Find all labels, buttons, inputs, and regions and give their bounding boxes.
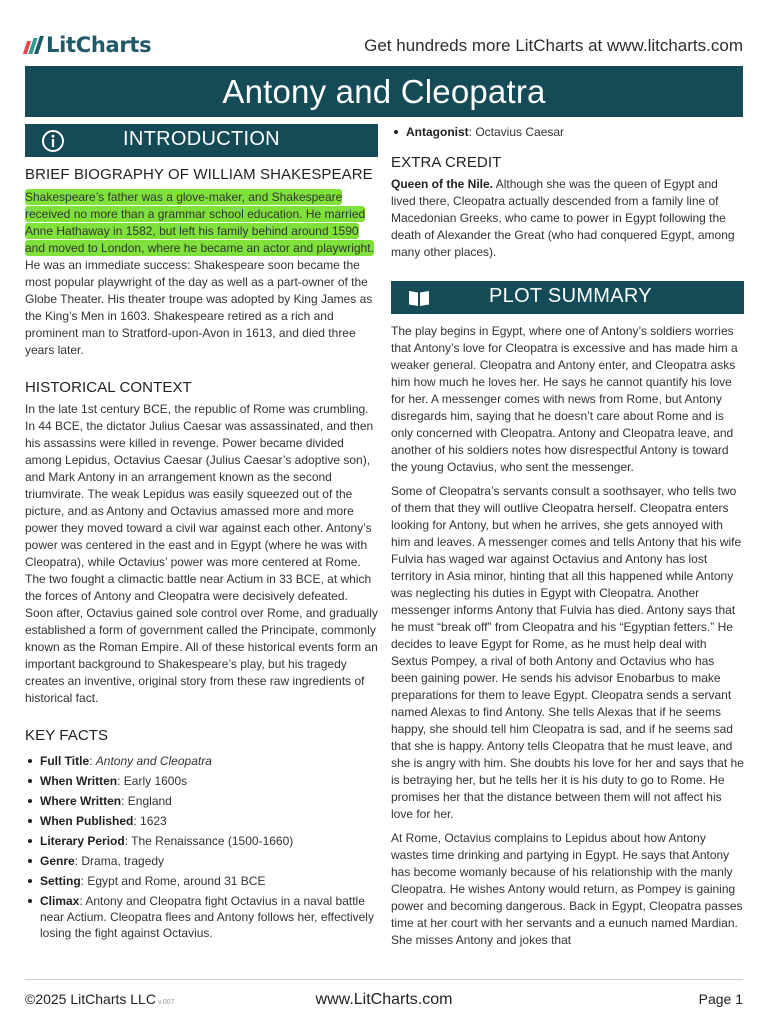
open-book-icon xyxy=(407,286,431,310)
key-fact-item: Setting: Egypt and Rome, around 31 BCE xyxy=(25,873,378,889)
version-label: v.007 xyxy=(157,999,175,1006)
logo-bars-icon xyxy=(25,36,41,54)
key-fact-item: Full Title: Antony and Cleopatra xyxy=(25,753,378,769)
info-circle-icon xyxy=(41,129,65,153)
key-fact-item: Genre: Drama, tragedy xyxy=(25,853,378,869)
litcharts-logo[interactable] xyxy=(25,33,151,57)
key-facts-heading: KEY FACTS xyxy=(25,727,109,744)
plot-summary-section-header xyxy=(391,281,744,314)
plot-paragraph: Some of Cleopatra’s servants consult a soothsayer, who tells two of them that they will outlive Cleopatra herself. Cleopatra enters looking for Antony, but when he arrives, she gets annoyed with him and leaves. A messenger comes and tells Antony that his wife Fulvia has waged war against Octavius and Antony has lost territory in Asia minor, hinting that all this happened while Antony was neglecting his duties in Egypt with Cleopatra. Another messenger informs Antony that Fulvia has died. Antony says that he must “break off” from Cleopatra and his “Egyptian fetters.” He decides to leave Egypt for Rome, as he must help deal with Sextus Pompey, a rival of both Antony and Octavius who has been gaining power. He sends his advisor Enobarbus to make preparations for them to leave Egypt. Cleopatra sends a servant named Alexas to find Antony. She tells Alexas that if he seems happy, she should tell him Cleopatra is sad, and if he seems sad that she is happy. Antony tells Cleopatra that he must leave, and she is angry with him. She doubts his love for her and says that he is betraying her, but he tells her it is his duty to go to Rome. He promises her that the distance between them will not affect his love for her. xyxy=(391,484,744,821)
page-title: Antony and Cleopatra xyxy=(222,72,546,110)
page-footer xyxy=(25,991,743,1013)
bio-text: He was an immediate success: Shakespeare soon became the most popular playwright of the day as well as a part-owner of the Globe Theater. His theater troupe was adopted by King James as the King’s Men in 1603. Shakespeare retired as a rich and prominent man to Stratford-upon-Avon in 1613, and died three years later. xyxy=(25,258,373,357)
page-number: Page 1 xyxy=(698,991,743,1007)
extra-credit-paragraph: Queen of the Nile. Although she was the queen of Egypt and lived there, Cleopatra actually descended from a family line of Macedonian Greeks, who came to power in Egypt following the death of Alexander the Great (who had conquered Egypt, among many other places). xyxy=(391,177,735,259)
logo-text: LitCharts xyxy=(46,33,152,57)
extra-credit-heading: EXTRA CREDIT xyxy=(391,154,502,171)
bio-heading: BRIEF BIOGRAPHY OF WILLIAM SHAKESPEARE xyxy=(25,166,373,183)
key-fact-item: When Written: Early 1600s xyxy=(25,773,378,789)
extra-credit-lead: Queen of the Nile. xyxy=(391,177,494,191)
section-title: PLOT SUMMARY xyxy=(489,285,652,307)
highlighted-text[interactable]: Shakespeare’s father was a glove-maker, and Shakespeare received no more than a grammar school education. He married Anne Hathaway in 1582, but left his family behind around 1590 and moved to London, where he became an actor and playwright. xyxy=(25,190,374,255)
bio-paragraph xyxy=(25,189,378,359)
historical-context-paragraph: In the late 1st century BCE, the republic of Rome was crumbling. In 44 BCE, the dictator Julius Caesar was assassinated, and then his assassins were killed in revenge. Power became divided among Lepidus, Octavius Caesar (Julius Caesar’s adoptive son), and Mark Antony in an arrangement known as the second triumvirate. The weak Lepidus was easily squeezed out of the picture, and as Antony and Octavius amassed more and more power they moved toward a civil war against each other. Antony’s power was centered in the east and in Egypt (where he was with Cleopatra), while Octavius’ power was more centered at Rome. The two fought a climactic battle near Actium in 33 BCE, at which the forces of Antony and Cleopatra were decisively defeated. Soon after, Octavius gained sole control over Rome, and gradually established a form of government called the Principate, commonly known as the Roman Empire. All of these historical events form an important background to Shakespeare’s play, but his tragedy creates an inventive, original story from these raw ingredients of historical fact. xyxy=(25,402,378,705)
header-tagline: Get hundreds more LitCharts at www.litcharts.com xyxy=(364,36,743,55)
introduction-section-header xyxy=(25,124,378,157)
key-fact-item: Where Written: England xyxy=(25,793,378,809)
footer-copyright: ©2025 LitCharts LLC v.007 xyxy=(25,991,175,1007)
key-fact-item: When Published: 1623 xyxy=(25,813,378,829)
plot-paragraph: At Rome, Octavius complains to Lepidus about how Antony wastes time drinking and partying in Egypt. He says that Antony has become womanly because of his relationship with the manly Cleopatra. He wishes Antony would return, as Pompey is gaining power and becoming dangerous. Back in Egypt, Cleopatra passes time at her court with her servants and a eunuch named Mardian. She misses Antony and jokes that xyxy=(391,831,743,947)
antagonist-item: Antagonist: Octavius Caesar xyxy=(391,124,744,140)
plot-paragraph: The play begins in Egypt, where one of Antony’s soldiers worries that Antony’s love for Cleopatra is excessive and has made him a weaker general. Cleopatra and Antony enter, and Cleopatra asks him how much he loves her. He says he cannot quantify his love for her. A messenger comes with news from Rome, but Antony disregards him, saying that he doesn’t care about Rome and is only concerned with Cleopatra. Antony and Cleopatra leave, and another of his soldiers notes how disrespectful Antony is toward the young Octavius, who sent the messenger. xyxy=(391,324,738,474)
page-header xyxy=(25,30,743,64)
footer-link[interactable]: www.LitCharts.com xyxy=(315,991,453,1008)
right-column xyxy=(391,124,744,949)
left-column xyxy=(25,124,378,945)
key-fact-item: Literary Period: The Renaissance (1500-1660) xyxy=(25,833,378,849)
footer-divider xyxy=(25,979,743,980)
historical-context-heading: HISTORICAL CONTEXT xyxy=(25,379,192,396)
section-title: INTRODUCTION xyxy=(123,128,280,150)
character-list xyxy=(391,124,744,140)
key-fact-item: Climax: Antony and Cleopatra fight Octavius in a naval battle near Actium. Cleopatra flees and Antony follows her, effectively losing the fight against Octavius. xyxy=(25,893,378,941)
title-banner xyxy=(25,66,743,117)
key-facts-list xyxy=(25,753,378,941)
